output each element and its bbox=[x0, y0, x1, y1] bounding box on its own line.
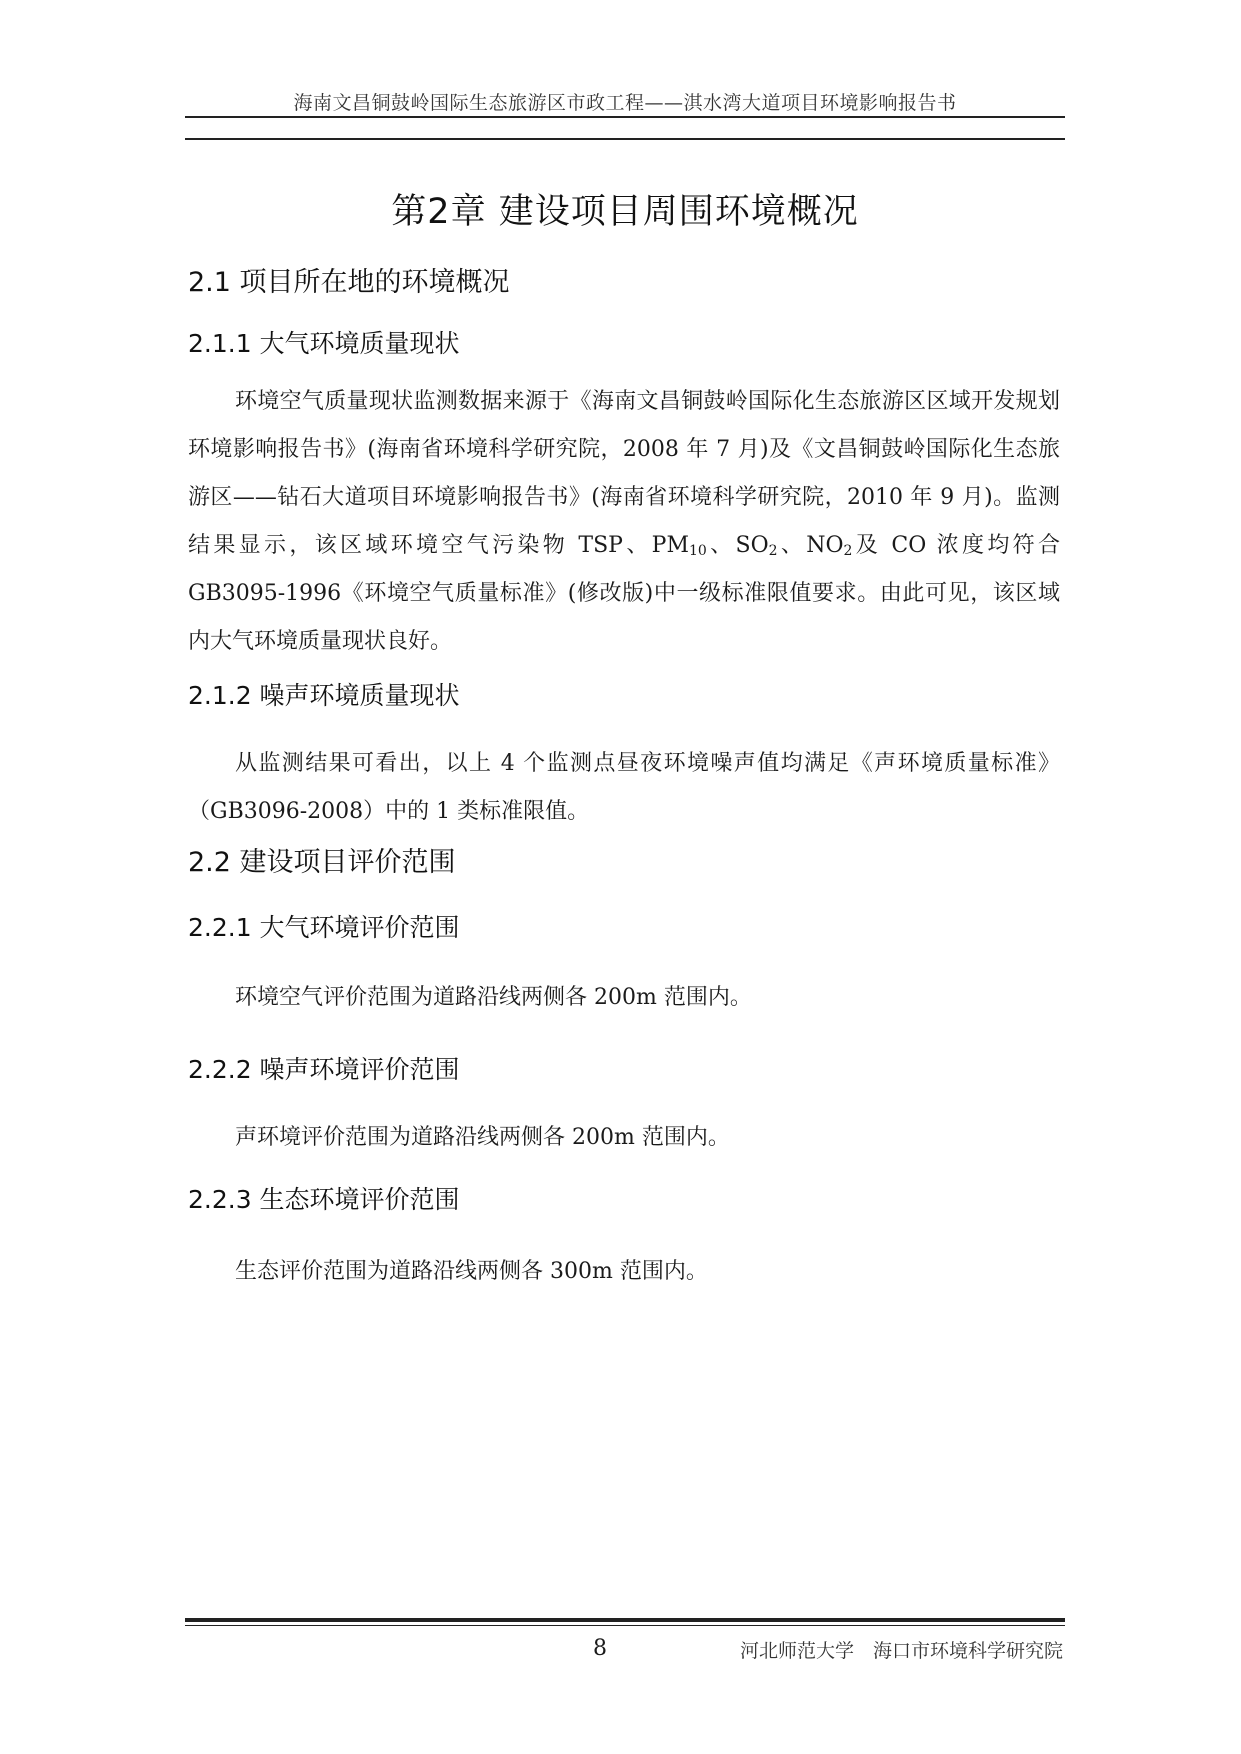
paragraph-noise-range: 声环境评价范围为道路沿线两侧各 200m 范围内。 bbox=[235, 1125, 730, 1150]
section-heading-2-1: 2.1 项目所在地的环境概况 bbox=[188, 267, 510, 298]
paragraph-eco-range: 生态评价范围为道路沿线两侧各 300m 范围内。 bbox=[235, 1259, 708, 1284]
header-rule-bottom bbox=[185, 138, 1065, 140]
running-header: 海南文昌铜鼓岭国际生态旅游区市政工程——淇水湾大道项目环境影响报告书 bbox=[293, 92, 957, 114]
section-heading-2-1-1: 2.1.1 大气环境质量现状 bbox=[188, 329, 460, 358]
pm-subscript: 10 bbox=[688, 543, 707, 559]
separator-no: 、NO bbox=[777, 533, 844, 558]
paragraph-air-quality-text-a: 环境空气质量现状监测数据来源于《海南文昌铜鼓岭国际化生态旅游区区域开发规划环境影响报告书》(海南省环境科学研究院，2008 年 7 月)及《文昌铜鼓岭国际化生态旅游区——钻石大道项目环境影响报告书》(海南省环境科学研究院，2010 年 9 月)。监测结果显示，该区域环境空气污染物 TSP、PM bbox=[188, 389, 1060, 558]
section-heading-2-2-1: 2.2.1 大气环境评价范围 bbox=[188, 913, 460, 942]
paragraph-air-quality-text-b: 及 CO 浓度均符合 GB3095-1996《环境空气质量标准》(修改版)中一级标准限值要求。由此可见，该区域内大气环境质量现状良好。 bbox=[188, 533, 1060, 654]
footer-rule-thin bbox=[185, 1625, 1065, 1626]
section-heading-2-2: 2.2 建设项目评价范围 bbox=[188, 847, 456, 878]
section-heading-2-2-3: 2.2.3 生态环境评价范围 bbox=[188, 1185, 460, 1214]
paragraph-noise-quality: 从监测结果可看出，以上 4 个监测点昼夜环境噪声值均满足《声环境质量标准》（GB3096-2008）中的 1 类标准限值。 bbox=[188, 751, 1060, 824]
header-rule-top bbox=[185, 116, 1065, 118]
footer-organizations: 河北师范大学 海口市环境科学研究院 bbox=[739, 1640, 1063, 1662]
section-heading-2-1-2: 2.1.2 噪声环境质量现状 bbox=[188, 681, 460, 710]
page-number: 8 bbox=[593, 1636, 607, 1661]
separator-so: 、SO bbox=[706, 533, 769, 558]
footer-rule-thick bbox=[185, 1618, 1065, 1622]
paragraph-air-quality bbox=[188, 378, 1060, 666]
no-subscript: 2 bbox=[843, 543, 853, 559]
so-subscript: 2 bbox=[768, 543, 778, 559]
chapter-title: 第2章 建设项目周围环境概况 bbox=[391, 192, 859, 232]
paragraph-air-range: 环境空气评价范围为道路沿线两侧各 200m 范围内。 bbox=[235, 985, 752, 1010]
section-heading-2-2-2: 2.2.2 噪声环境评价范围 bbox=[188, 1055, 460, 1084]
